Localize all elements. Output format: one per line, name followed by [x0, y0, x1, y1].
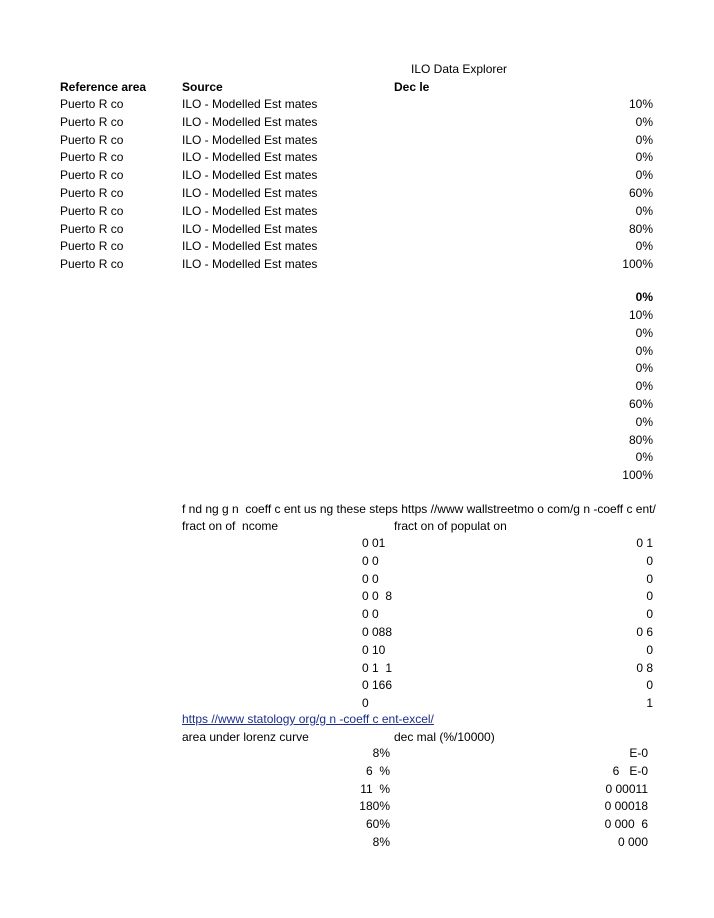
income-fraction-value: 0 088	[362, 625, 393, 639]
page-title: ILO Data Explorer	[411, 62, 508, 76]
cell-source: ILO - Modelled Est mates	[182, 150, 318, 165]
lorenz-area-value: 8%	[372, 746, 390, 760]
cell-decile-value: 0%	[635, 239, 653, 254]
sorted-value: 0%	[635, 343, 653, 358]
cell-reference-area: Puerto R co	[60, 239, 124, 254]
population-fraction-value: 0	[646, 678, 653, 693]
statology-link[interactable]: https //www statology org/g n -coeff c ent-excel/	[182, 712, 434, 726]
income-fraction-value: 0 01	[362, 536, 386, 550]
cell-reference-area: Puerto R co	[60, 150, 124, 165]
population-fraction-value: 0	[646, 553, 653, 568]
income-fraction-value: 0 0	[362, 571, 379, 586]
cell-decile-value: 60%	[628, 186, 653, 200]
cell-reference-area: Puerto R co	[60, 186, 124, 200]
decimal-value: 0 000 6	[604, 817, 648, 832]
income-fraction-value: 0 0	[362, 607, 379, 622]
area-under-curve-label: area under lorenz curve	[182, 730, 309, 744]
decimal-label: dec mal (%/10000)	[394, 730, 495, 744]
cell-source: ILO - Modelled Est mates	[182, 168, 318, 183]
population-fraction-value: 0 8	[636, 660, 653, 675]
lorenz-area-value: 8%	[372, 835, 390, 849]
income-fraction-value: 0 10	[362, 642, 386, 657]
cell-reference-area: Puerto R co	[60, 168, 124, 183]
sorted-value: 10%	[628, 308, 653, 322]
sorted-value: 100%	[622, 468, 653, 483]
cell-reference-area: Puerto R co	[60, 97, 124, 111]
sorted-value: 0%	[635, 325, 653, 340]
lorenz-area-value: 6 %	[365, 763, 390, 778]
decimal-value: 0 00018	[604, 799, 648, 814]
cell-source: ILO - Modelled Est mates	[182, 203, 318, 218]
sorted-value: 0%	[635, 414, 653, 429]
cell-source: ILO - Modelled Est mates	[182, 257, 318, 272]
cell-decile-value: 0%	[635, 114, 653, 129]
population-fraction-value: 0	[646, 642, 653, 657]
sorted-header: 0%	[635, 290, 653, 304]
income-fraction-label: fract on of ncome	[182, 519, 279, 533]
cell-decile-value: 0%	[635, 203, 653, 218]
population-fraction-value: 0 1	[636, 536, 653, 550]
cell-reference-area: Puerto R co	[60, 203, 124, 218]
cell-decile-value: 0%	[635, 168, 653, 183]
sorted-value: 0%	[635, 361, 653, 376]
cell-source: ILO - Modelled Est mates	[182, 221, 318, 236]
cell-decile-value: 80%	[628, 221, 653, 236]
sorted-value: 80%	[628, 432, 653, 447]
cell-source: ILO - Modelled Est mates	[182, 132, 318, 147]
income-fraction-value: 0 0 8	[362, 589, 393, 604]
decimal-value: 0 00011	[605, 781, 648, 796]
population-fraction-value: 0	[646, 589, 653, 604]
header-decile: Dec le	[394, 80, 430, 94]
sorted-value: 0%	[635, 450, 653, 465]
income-fraction-value: 0 0	[362, 553, 379, 568]
decimal-value: E-0	[629, 746, 648, 760]
population-fraction-value: 0 6	[636, 625, 653, 639]
cell-source: ILO - Modelled Est mates	[182, 239, 318, 254]
lorenz-area-value: 180%	[359, 799, 390, 814]
cell-decile-value: 10%	[628, 97, 653, 111]
population-fraction-value: 1	[646, 696, 653, 711]
cell-decile-value: 0%	[635, 150, 653, 165]
decimal-value: 0 000	[617, 835, 648, 849]
cell-decile-value: 0%	[635, 132, 653, 147]
decimal-value: 6 E-0	[612, 763, 648, 778]
lorenz-area-value: 60%	[365, 817, 390, 832]
cell-source: ILO - Modelled Est mates	[182, 186, 318, 200]
cell-reference-area: Puerto R co	[60, 132, 124, 147]
lorenz-area-value: 11 %	[360, 781, 390, 796]
population-fraction-label: fract on of populat on	[394, 519, 507, 533]
population-fraction-value: 0	[646, 571, 653, 586]
cell-reference-area: Puerto R co	[60, 114, 124, 129]
header-source: Source	[182, 80, 223, 94]
sorted-value: 60%	[628, 397, 653, 411]
population-fraction-value: 0	[646, 607, 653, 622]
income-fraction-value: 0 166	[362, 678, 393, 693]
cell-reference-area: Puerto R co	[60, 257, 124, 272]
cell-reference-area: Puerto R co	[60, 221, 124, 236]
cell-decile-value: 100%	[622, 257, 653, 272]
income-fraction-value: 0	[362, 696, 369, 711]
cell-source: ILO - Modelled Est mates	[182, 97, 318, 111]
header-reference-area: Reference area	[60, 80, 147, 94]
sorted-value: 0%	[635, 379, 653, 394]
income-fraction-value: 0 1 1	[362, 660, 393, 675]
cell-source: ILO - Modelled Est mates	[182, 114, 318, 129]
gini-steps-note: f nd ng g n coeff c ent us ng these steps https //www wallstreetmo o com/g n -coeff c ent/	[182, 502, 656, 516]
